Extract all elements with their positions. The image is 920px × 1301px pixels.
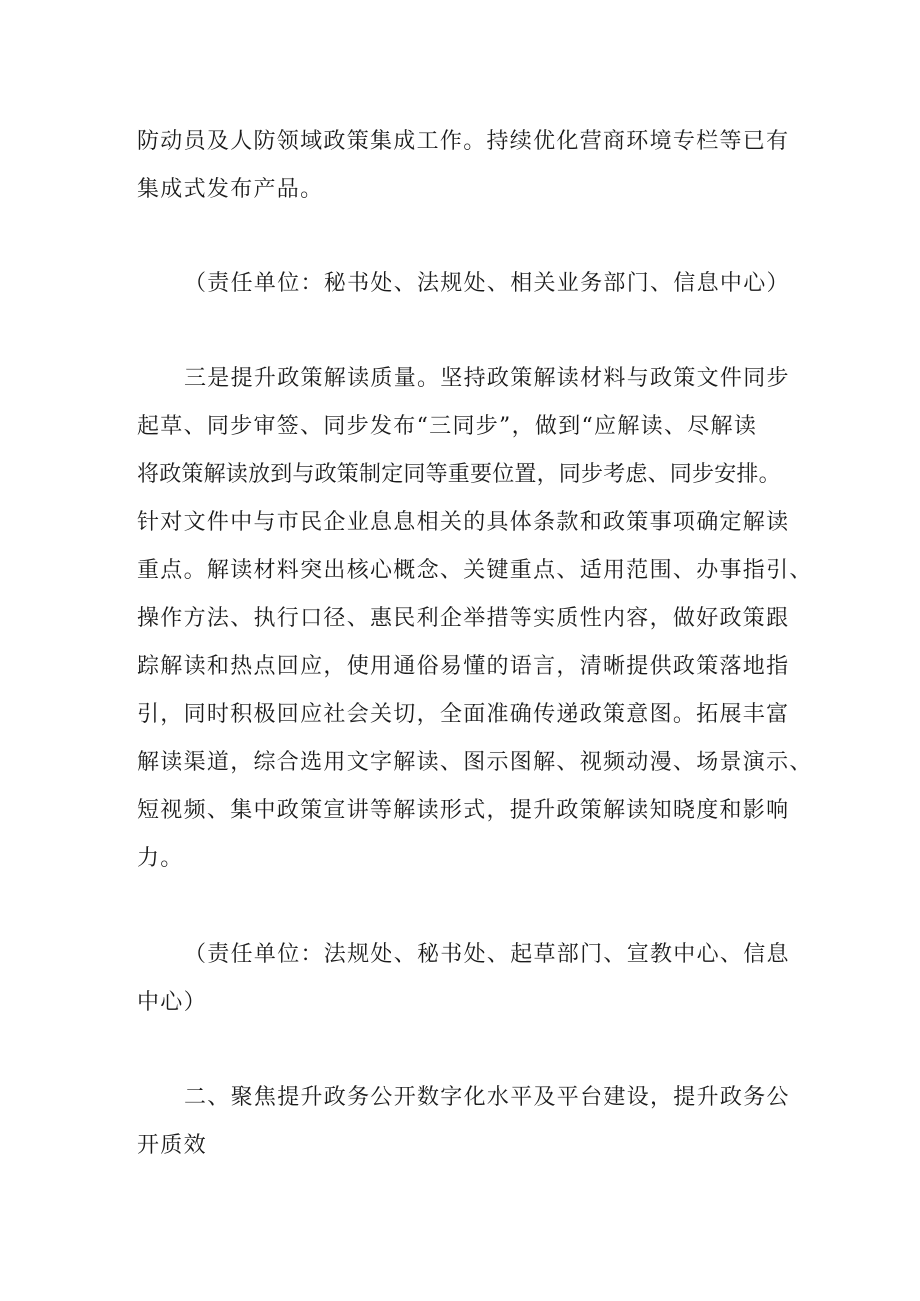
section-heading-continued: 开质效	[137, 1133, 207, 1158]
responsibility-note-continued: 中心）	[137, 990, 207, 1015]
paragraph-line: 引，同时积极回应社会关切，全面准确传递政策意图。拓展丰富	[137, 702, 790, 727]
paragraph-line: 操作方法、执行口径、惠民利企举措等实质性内容，做好政策跟	[137, 606, 790, 631]
paragraph-line: 三是提升政策解读质量。坚持政策解读材料与政策文件同步	[184, 366, 790, 391]
paragraph-line: 解读渠道，综合选用文字解读、图示图解、视频动漫、场景演示、	[137, 750, 813, 775]
paragraph-line: 起草、同步审签、同步发布“三同步”，做到“应解读、尽解读	[137, 414, 758, 439]
paragraph-line: 集成式发布产品。	[137, 177, 324, 202]
paragraph-line: 踪解读和热点回应，使用通俗易懂的语言，清晰提供政策落地指	[137, 654, 790, 679]
responsibility-note: （责任单位：法规处、秘书处、起草部门、宣教中心、信息	[184, 942, 790, 967]
section-heading: 二、聚焦提升政务公开数字化水平及平台建设，提升政务公	[184, 1085, 790, 1110]
paragraph-line: 重点。解读材料突出核心概念、关键重点、适用范围、办事指引、	[137, 558, 813, 583]
responsibility-note: （责任单位：秘书处、法规处、相关业务部门、信息中心）	[184, 271, 790, 296]
paragraph-line: 短视频、集中政策宣讲等解读形式，提升政策解读知晓度和影响	[137, 798, 790, 823]
paragraph-line: 力。	[137, 846, 184, 871]
paragraph-line: 将政策解读放到与政策制定同等重要位置，同步考虑、同步安排。	[137, 462, 781, 487]
paragraph-line: 针对文件中与市民企业息息相关的具体条款和政策事项确定解读	[137, 510, 790, 535]
paragraph-line: 防动员及人防领域政策集成工作。持续优化营商环境专栏等已有	[137, 129, 790, 154]
